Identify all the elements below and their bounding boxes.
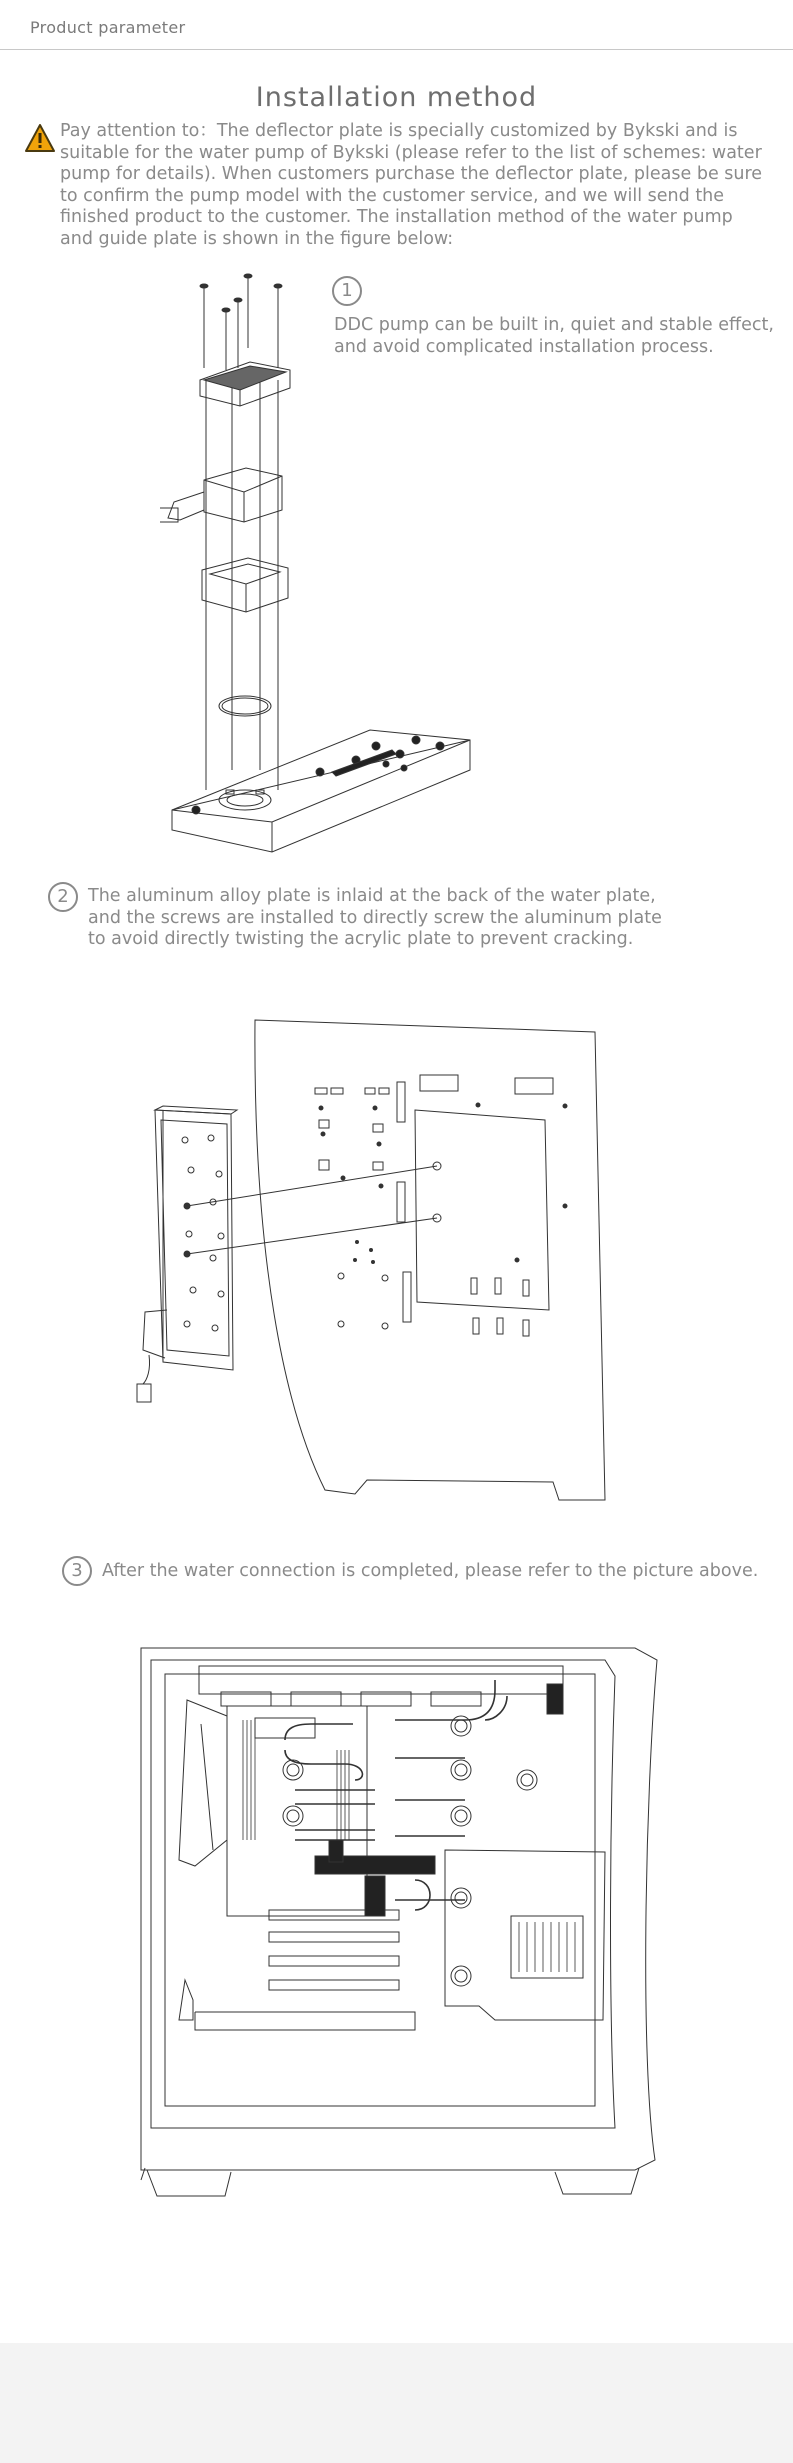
notice-text: Pay attention to：The deflector plate is specially customized by Bykski and is suitable for the water pump of Bykski (please refer to the list of schemes: water pump for details). When customers purchase the deflector plate, please be sure to confirm the pump model with the customer service, and we will send the finished product to the customer. The installation method of the water pump and guide plate is shown in the figure below:	[60, 121, 763, 249]
step-2-number: 2	[48, 882, 78, 912]
completed-case-diagram	[135, 1640, 665, 2200]
step-3-number: 3	[62, 1556, 92, 1586]
step-1-line-2: and avoid complicated installation process.	[334, 336, 714, 357]
warning-icon	[24, 123, 56, 153]
pump-exploded-diagram	[160, 270, 480, 860]
step-2-line-2: and the screws are installed to directly screw the aluminum plate	[88, 907, 662, 928]
step-3-line-1: After the water connection is completed, please refer to the picture above.	[102, 1561, 759, 1581]
step-3-text	[102, 1561, 782, 1583]
step-1-number: 1	[332, 276, 362, 306]
screw-icon	[200, 274, 282, 370]
header-label: Product parameter	[30, 18, 186, 37]
page-header	[0, 0, 793, 50]
step-2-text	[88, 886, 768, 951]
step-2-line-1: The aluminum alloy plate is inlaid at the back of the water plate,	[88, 886, 656, 906]
plate-mounting-diagram	[135, 1010, 615, 1520]
notice-block	[24, 121, 764, 250]
page-title: Installation method	[255, 82, 538, 113]
step-2-line-3: to avoid directly twisting the acrylic plate to prevent cracking.	[88, 929, 634, 949]
step-1-text	[334, 315, 774, 358]
footer-band	[0, 2343, 793, 2463]
step-1-line-1: DDC pump can be built in, quiet and stable effect,	[334, 315, 774, 335]
